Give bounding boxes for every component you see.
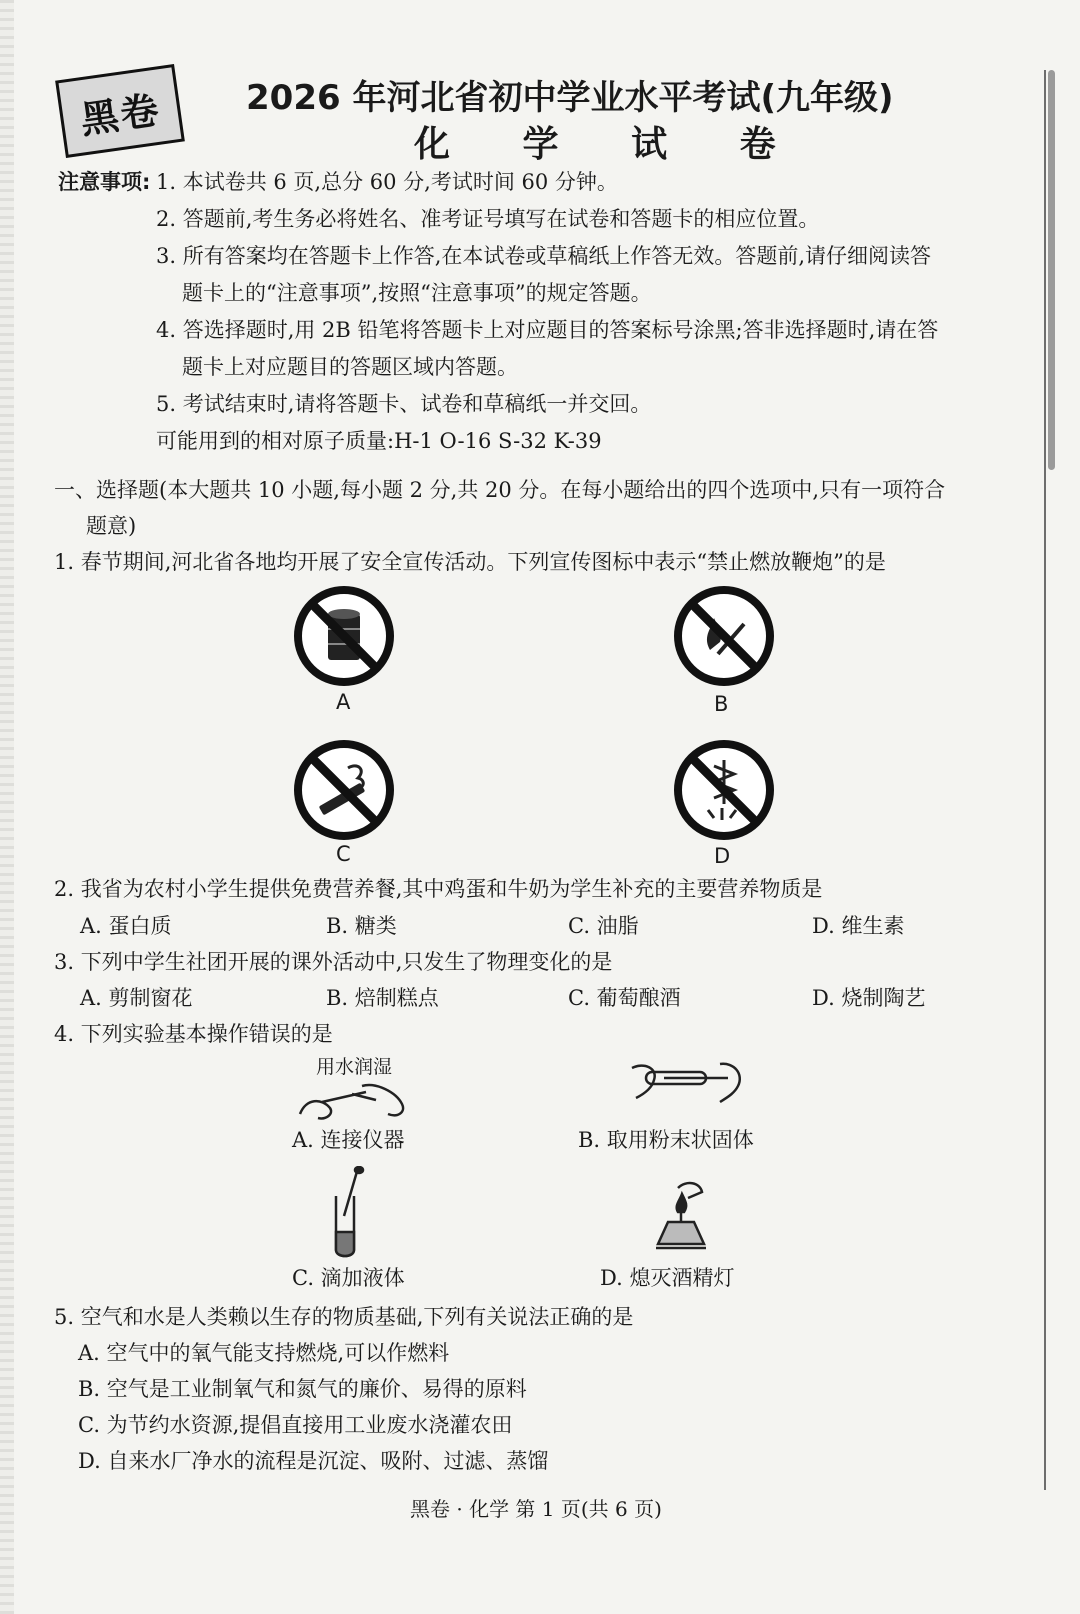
no-open-flame-sign-icon [672,584,776,688]
q5-option: A. 空气中的氧气能支持燃烧,可以作燃料 [78,1341,450,1365]
section-heading-cont: 题意) [86,514,137,538]
scrollbar-thumb[interactable] [1048,70,1055,470]
q5-option: B. 空气是工业制氧气和氮气的廉价、易得的原料 [78,1377,527,1401]
q2-option: B. 糖类 [326,914,397,938]
page-footer: 黑卷 · 化学 第 1 页(共 6 页) [410,1497,662,1521]
heijuan-stamp: 黑卷 [55,64,185,158]
note-item: 4. 答选择题时,用 2B 铅笔将答题卡上对应题目的答案标号涂黑;答非选择题时,请在答 [156,318,939,342]
q5-option: D. 自来水厂净水的流程是沉淀、吸附、过滤、蒸馏 [78,1449,549,1473]
q2-option: A. 蛋白质 [80,914,172,938]
q4-caption: C. 滴加液体 [292,1266,405,1290]
viewer-divider [1044,70,1046,1490]
note-item: 题卡上对应题目的答题区域内答题。 [182,355,518,379]
q4-caption: B. 取用粉末状固体 [578,1128,754,1152]
no-oil-drum-sign-icon [292,584,396,688]
question-2-stem: 2. 我省为农村小学生提供免费营养餐,其中鸡蛋和牛奶为学生补充的主要营养物质是 [54,877,823,901]
figure-a-annotation: 用水润湿 [316,1056,393,1078]
option-label-d: D [714,844,731,868]
exam-subtitle: 化 学 试 卷 [414,124,806,165]
note-item: 5. 考试结束时,请将答题卡、试卷和草稿纸一并交回。 [156,392,652,416]
q4-caption: A. 连接仪器 [292,1128,405,1152]
atomic-mass-line: 可能用到的相对原子质量:H-1 O-16 S-32 K-39 [156,429,602,453]
question-1-stem: 1. 春节期间,河北省各地均开展了安全宣传活动。下列宣传图标中表示“禁止燃放鞭炮”的是 [54,550,886,574]
q3-option: B. 焙制糕点 [326,986,439,1010]
notes-label: 注意事项: [58,170,151,194]
section-heading: 一、选择题(本大题共 10 小题,每小题 2 分,共 20 分。在每小题给出的四个选项中,只有一项符合 [54,478,946,502]
q2-option: D. 维生素 [812,914,905,938]
q3-option: A. 剪制窗花 [80,986,193,1010]
note-item: 1. 本试卷共 6 页,总分 60 分,考试时间 60 分钟。 [156,170,618,194]
q4-caption: D. 熄灭酒精灯 [600,1266,735,1290]
question-5-stem: 5. 空气和水是人类赖以生存的物质基础,下列有关说法正确的是 [54,1305,634,1329]
no-smoking-sign-icon [292,738,396,842]
option-label-a: A [336,690,351,714]
take-powder-figure-icon [624,1058,748,1116]
extinguish-lamp-figure-icon [648,1178,714,1258]
drop-liquid-figure-icon [326,1166,366,1260]
option-label-c: C [336,842,351,866]
connect-apparatus-figure-icon [292,1078,416,1124]
note-item: 2. 答题前,考生务必将姓名、准考证号填写在试卷和答题卡的相应位置。 [156,207,820,231]
note-item: 题卡上的“注意事项”,按照“注意事项”的规定答题。 [182,281,652,305]
option-label-b: B [714,692,729,716]
page-edge-shadow [0,0,14,1614]
note-item: 3. 所有答案均在答题卡上作答,在本试卷或草稿纸上作答无效。答题前,请仔细阅读答 [156,244,932,268]
exam-title: 2026 年河北省初中学业水平考试(九年级) [246,78,894,118]
q3-option: D. 烧制陶艺 [812,986,926,1010]
q3-option: C. 葡萄酿酒 [568,986,681,1010]
question-3-stem: 3. 下列中学生社团开展的课外活动中,只发生了物理变化的是 [54,950,613,974]
question-4-stem: 4. 下列实验基本操作错误的是 [54,1022,333,1046]
no-firecrackers-sign-icon [672,738,776,842]
q2-option: C. 油脂 [568,914,639,938]
q5-option: C. 为节约水资源,提倡直接用工业废水浇灌农田 [78,1413,513,1437]
